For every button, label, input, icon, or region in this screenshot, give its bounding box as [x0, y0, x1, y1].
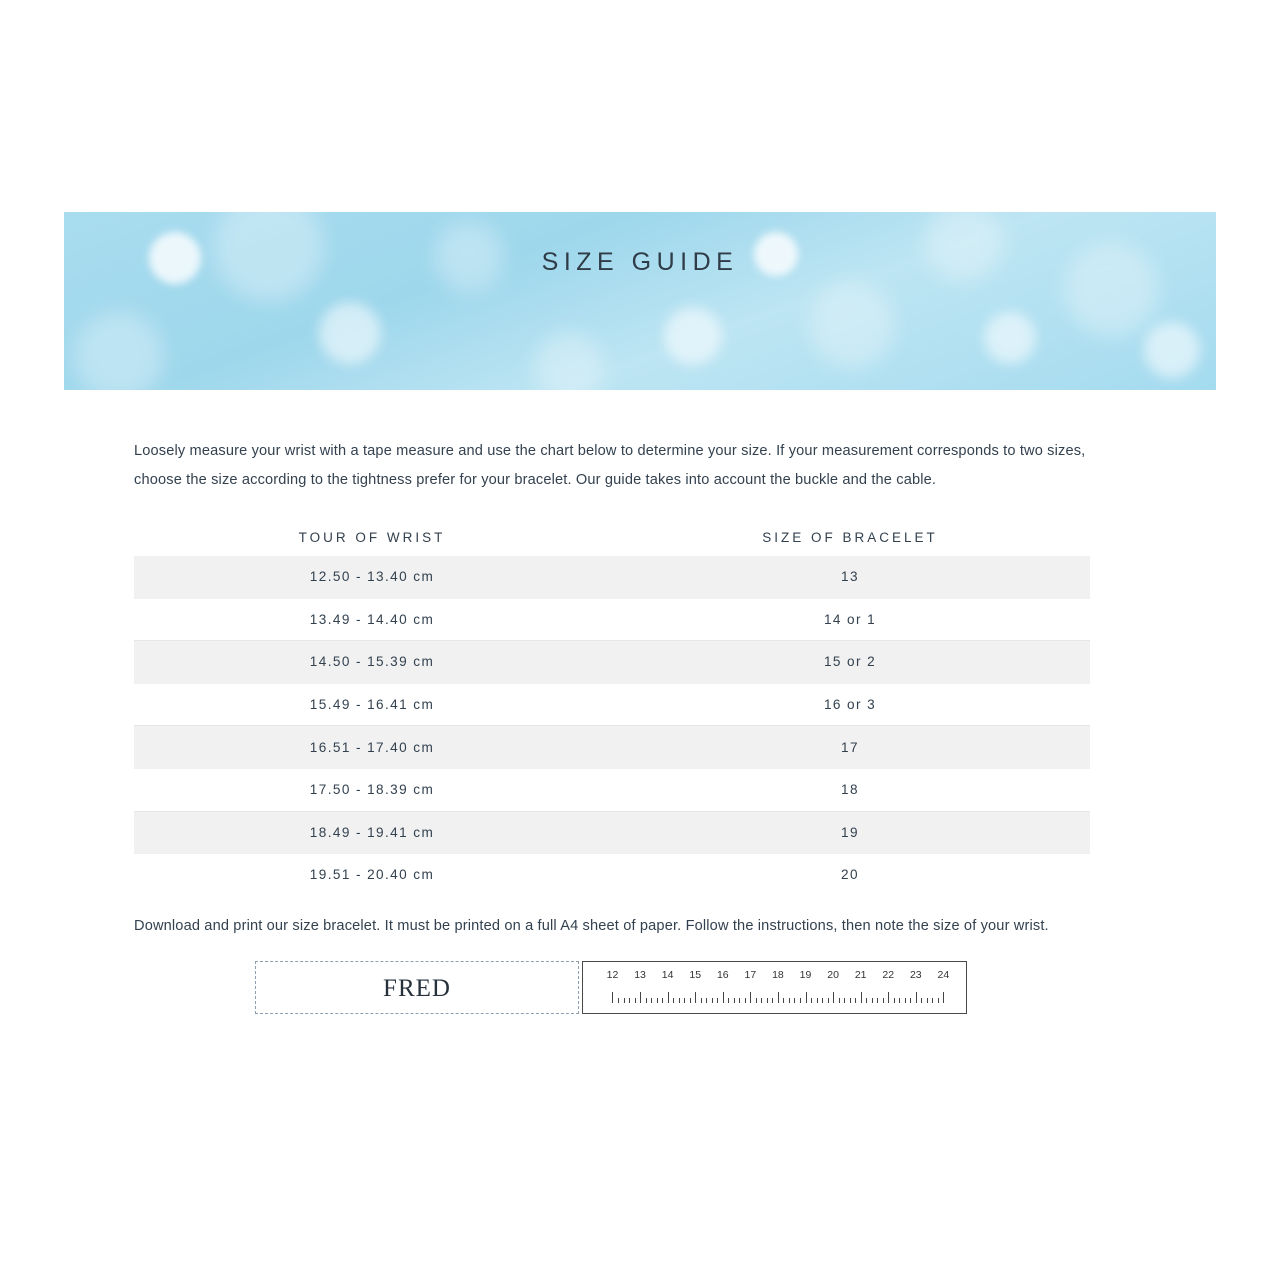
ruler-label: 17	[744, 969, 757, 981]
brand-logo: FRED	[383, 975, 451, 1002]
table-header-row	[134, 518, 1090, 556]
ruler-label: 20	[827, 969, 839, 981]
table-row	[134, 599, 1090, 642]
bracelet-strip-cut-area	[255, 961, 579, 1014]
ruler-label: 21	[854, 969, 867, 981]
table-row	[134, 769, 1090, 812]
bokeh-circle	[534, 332, 604, 390]
banner	[64, 212, 1216, 390]
ruler-ticks	[583, 987, 966, 1003]
cell-size: 18	[841, 782, 859, 798]
bokeh-circle	[809, 282, 895, 368]
ruler-label: 15	[689, 969, 702, 981]
page-title: SIZE GUIDE	[541, 248, 739, 276]
cell-wrist: 14.50 - 15.39 cm	[309, 654, 435, 670]
table-row	[134, 854, 1090, 896]
bokeh-circle	[74, 312, 164, 390]
column-header-size: SIZE OF BRACELET	[762, 529, 938, 545]
printable-size-bracelet	[255, 961, 967, 1016]
bokeh-circle	[664, 307, 722, 365]
ruler-label: 24	[937, 969, 950, 981]
ruler-label: 18	[772, 969, 784, 981]
size-table	[134, 518, 1090, 896]
table-row	[134, 556, 1090, 599]
ruler-label: 16	[716, 969, 729, 981]
cell-wrist: 16.51 - 17.40 cm	[309, 739, 435, 755]
cell-wrist: 15.49 - 16.41 cm	[309, 697, 435, 713]
ruler-label: 14	[661, 969, 674, 981]
column-header-wrist: TOUR OF WRIST	[298, 529, 446, 545]
cell-size: 19	[841, 824, 859, 840]
cell-size: 14 or 1	[823, 611, 877, 627]
ruler-label: 22	[882, 969, 895, 981]
intro-text: Loosely measure your wrist with a tape measure and use the chart below to determine your size. If your measurement corresponds to two sizes, choose the size according to the tightness prefer for your bracelet. Our guide takes into account the buckle and the cable.	[134, 443, 1086, 488]
cell-wrist: 13.49 - 14.40 cm	[309, 611, 435, 627]
table-row	[134, 812, 1090, 855]
cell-wrist: 12.50 - 13.40 cm	[309, 569, 435, 585]
ruler-labels	[583, 969, 966, 983]
ruler-label: 13	[634, 969, 646, 981]
ruler-label: 23	[909, 969, 922, 981]
ruler-label: 19	[799, 969, 812, 981]
cell-size: 17	[841, 739, 859, 755]
table-row	[134, 684, 1090, 727]
cell-size: 13	[841, 569, 859, 585]
cell-wrist: 19.51 - 20.40 cm	[309, 867, 435, 883]
table-row	[134, 726, 1090, 769]
ruler	[582, 961, 967, 1014]
cell-size: 20	[841, 867, 859, 883]
cell-size: 15 or 2	[823, 654, 877, 670]
table-row	[134, 641, 1090, 684]
cell-wrist: 17.50 - 18.39 cm	[309, 782, 435, 798]
download-text: Download and print our size bracelet. It must be printed on a full A4 sheet of paper. Follow the instructions, then note the size of your wrist.	[134, 918, 1049, 934]
cell-wrist: 18.49 - 19.41 cm	[309, 824, 435, 840]
ruler-label: 12	[606, 969, 619, 981]
bokeh-circle	[1144, 322, 1200, 378]
cell-size: 16 or 3	[823, 697, 877, 713]
bokeh-circle	[319, 302, 381, 364]
bokeh-circle	[984, 312, 1036, 364]
